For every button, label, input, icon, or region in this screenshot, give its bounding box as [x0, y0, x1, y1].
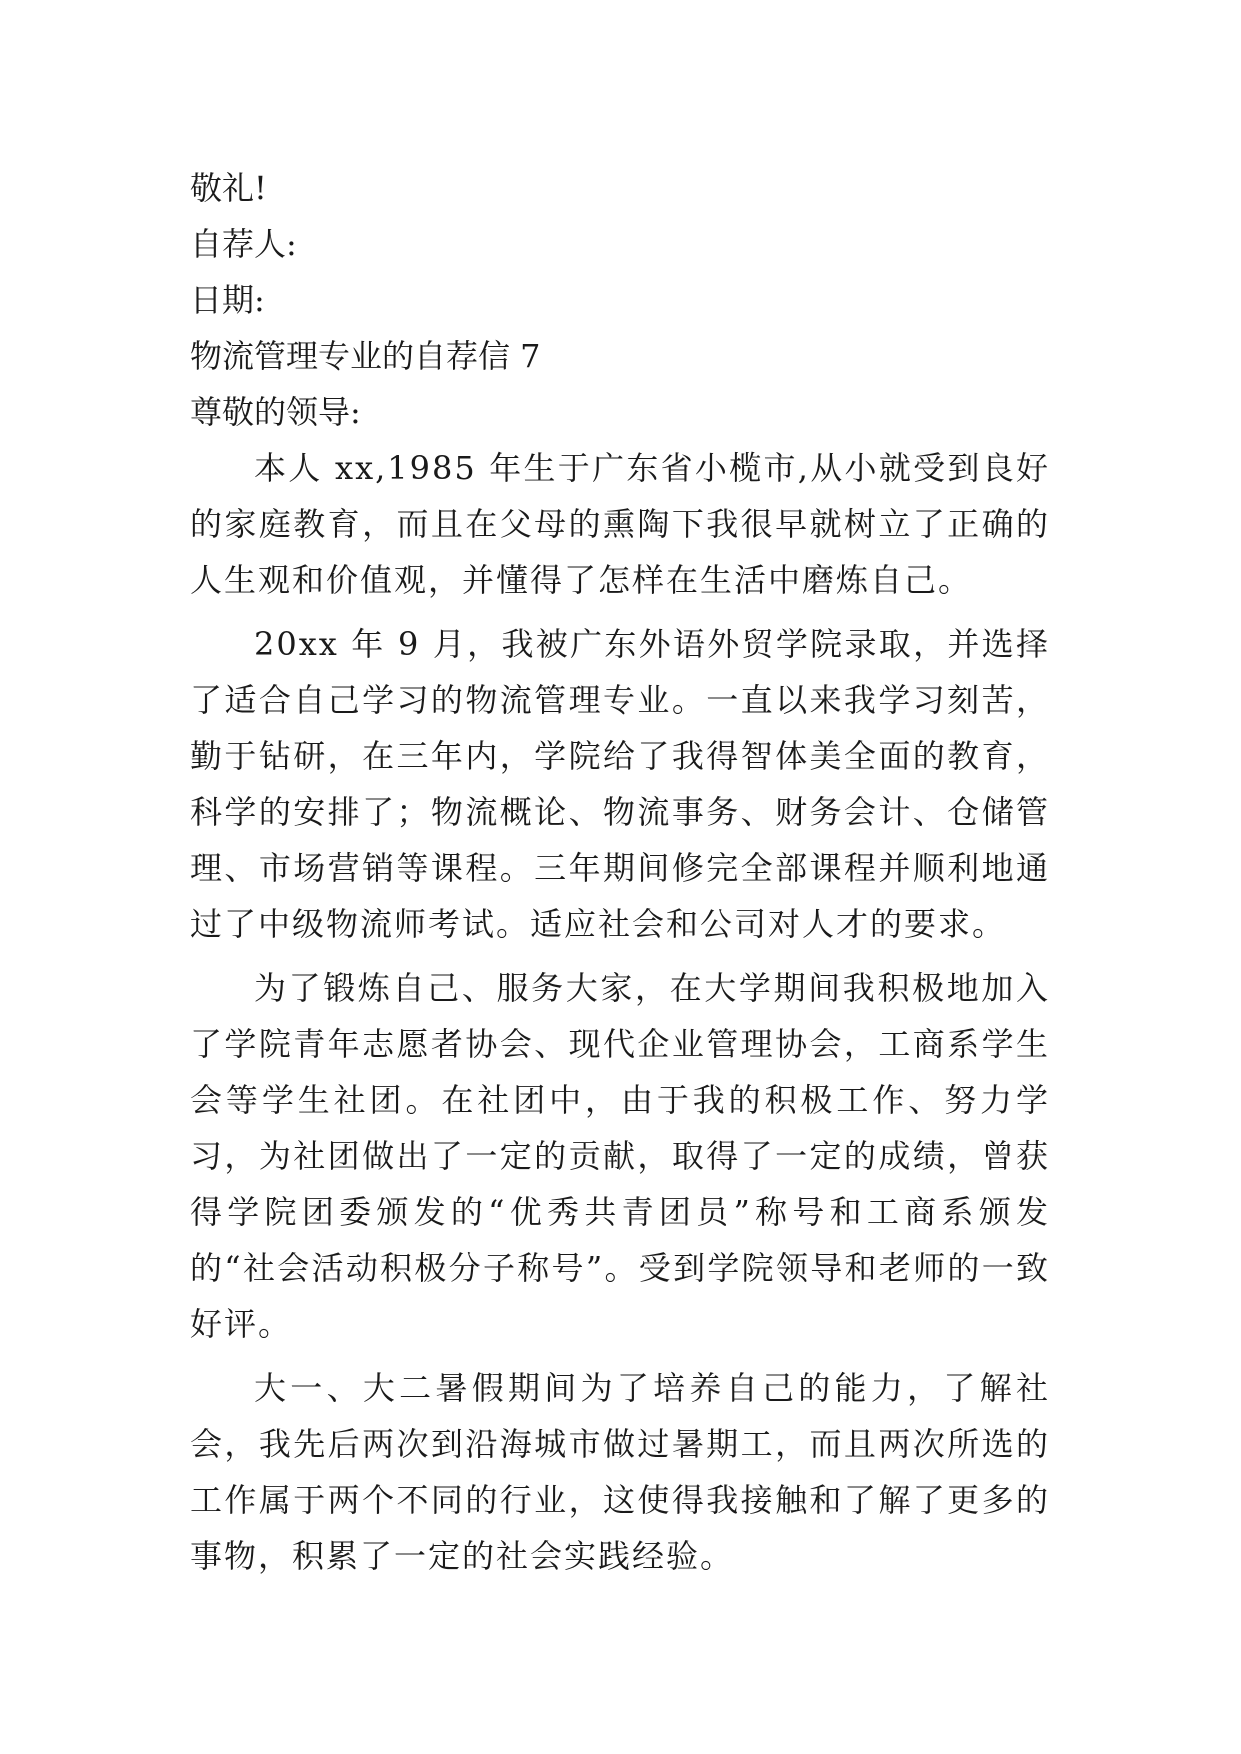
paragraph-education: 20xx 年 9 月，我被广东外语外贸学院录取，并选择了适合自己学习的物流管理专业。一直以来我学习刻苦，勤于钻研，在三年内，学院给了我得智体美全面的教育，科学的安排了；物流概论、物流事务、财务会计、仓储管理、市场营销等课程。三年期间修完全部课程并顺利地通过了中级物流师考试。适应社会和公司对人才的要求。 [190, 625, 1050, 943]
date-label: 日期: [190, 281, 265, 319]
letter-content [190, 160, 1050, 1584]
closing-salute: 敬礼! [190, 169, 267, 207]
letter-greeting: 尊敬的领导: [190, 393, 361, 431]
paragraph-activities: 为了锻炼自己、服务大家，在大学期间我积极地加入了学院青年志愿者协会、现代企业管理协会，工商系学生会等学生社团。在社团中，由于我的积极工作、努力学习，为社团做出了一定的贡献，取得了一定的成绩，曾获得学院团委颁发的“优秀共青团员”称号和工商系颁发的“社会活动积极分子称号”。受到学院领导和老师的一致好评。 [190, 969, 1050, 1343]
letter-title: 物流管理专业的自荐信 7 [190, 337, 541, 375]
paragraph-background: 本人 xx,1985 年生于广东省小榄市,从小就受到良好的家庭教育，而且在父母的熏陶下我很早就树立了正确的人生观和价值观，并懂得了怎样在生活中磨炼自己。 [190, 449, 1050, 599]
signer-label: 自荐人: [190, 225, 297, 263]
paragraph-experience: 大一、大二暑假期间为了培养自己的能力，了解社会，我先后两次到沿海城市做过暑期工，而且两次所选的工作属于两个不同的行业，这使得我接触和了解了更多的事物，积累了一定的社会实践经验。 [190, 1369, 1050, 1575]
